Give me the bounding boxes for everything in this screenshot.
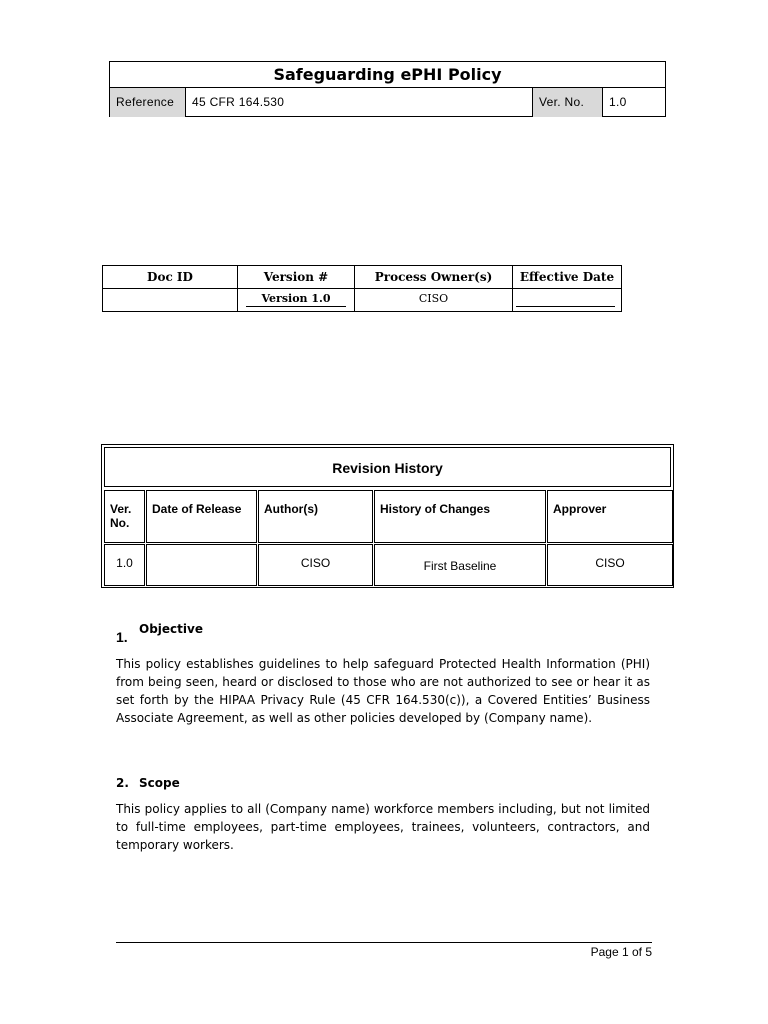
section-2-number: 2. (116, 776, 129, 790)
effective-date-value (512, 289, 621, 311)
reference-value: 45 CFR 164.530 (185, 88, 532, 117)
doc-id-value (103, 289, 237, 311)
revision-header-row (104, 490, 671, 543)
revision-row (104, 544, 671, 586)
version-label: Ver. No. (532, 88, 602, 117)
date-of-release-header: Date of Release (146, 490, 257, 543)
footer-divider (116, 942, 652, 943)
section-2-text: This policy applies to all (Company name) workforce members including, but not limited to full-time employees, part-time employees, trainees, volunteers, contractors, and temporary workers. (116, 802, 650, 852)
version-value: 1.0 (602, 88, 665, 117)
revision-ver-no: 1.0 (104, 544, 145, 586)
section-1-text: This policy establishes guidelines to help safeguard Protected Health Information (PHI) from being seen, heard or disclosed to those who are not authorized to see or hear it as set forth by the HIPAA Privacy Rule (45 CFR 164.530(c)), a Covered Entities’ Business Associate Agreement, as well as other policies developed by (Company name). (116, 657, 650, 725)
section-1-title: Objective (139, 622, 203, 636)
revision-approver: CISO (547, 544, 673, 586)
document-info-table (102, 265, 622, 312)
section-1-number: 1. (116, 629, 128, 645)
revision-history-title: Revision History (104, 447, 671, 487)
effective-date-header: Effective Date (512, 266, 621, 288)
version-value-cell: Version 1.0 (237, 289, 354, 311)
doc-info-value-row (103, 289, 621, 311)
version-header: Version # (237, 266, 354, 288)
revision-date (146, 544, 257, 586)
ver-no-header: Ver. No. (104, 490, 145, 543)
doc-info-header-row (103, 266, 621, 289)
version-underline (246, 306, 346, 307)
document-header-table (109, 61, 666, 117)
page-number: Page 1 of 5 (590, 945, 652, 959)
history-of-changes-header: History of Changes (374, 490, 546, 543)
revision-changes: First Baseline (374, 544, 546, 586)
doc-id-header: Doc ID (147, 270, 193, 284)
revision-author: CISO (258, 544, 373, 586)
reference-label: Reference (110, 88, 185, 117)
process-owner-header: Process Owner(s) (354, 266, 512, 288)
process-owner-value: CISO (354, 289, 512, 311)
approver-header: Approver (547, 490, 673, 543)
document-title: Safeguarding ePHI Policy (110, 62, 665, 88)
effective-date-blank-line (516, 306, 615, 307)
revision-history-table (101, 444, 674, 588)
authors-header: Author(s) (258, 490, 373, 543)
reference-row (110, 88, 665, 117)
section-2-title: Scope (139, 776, 180, 790)
